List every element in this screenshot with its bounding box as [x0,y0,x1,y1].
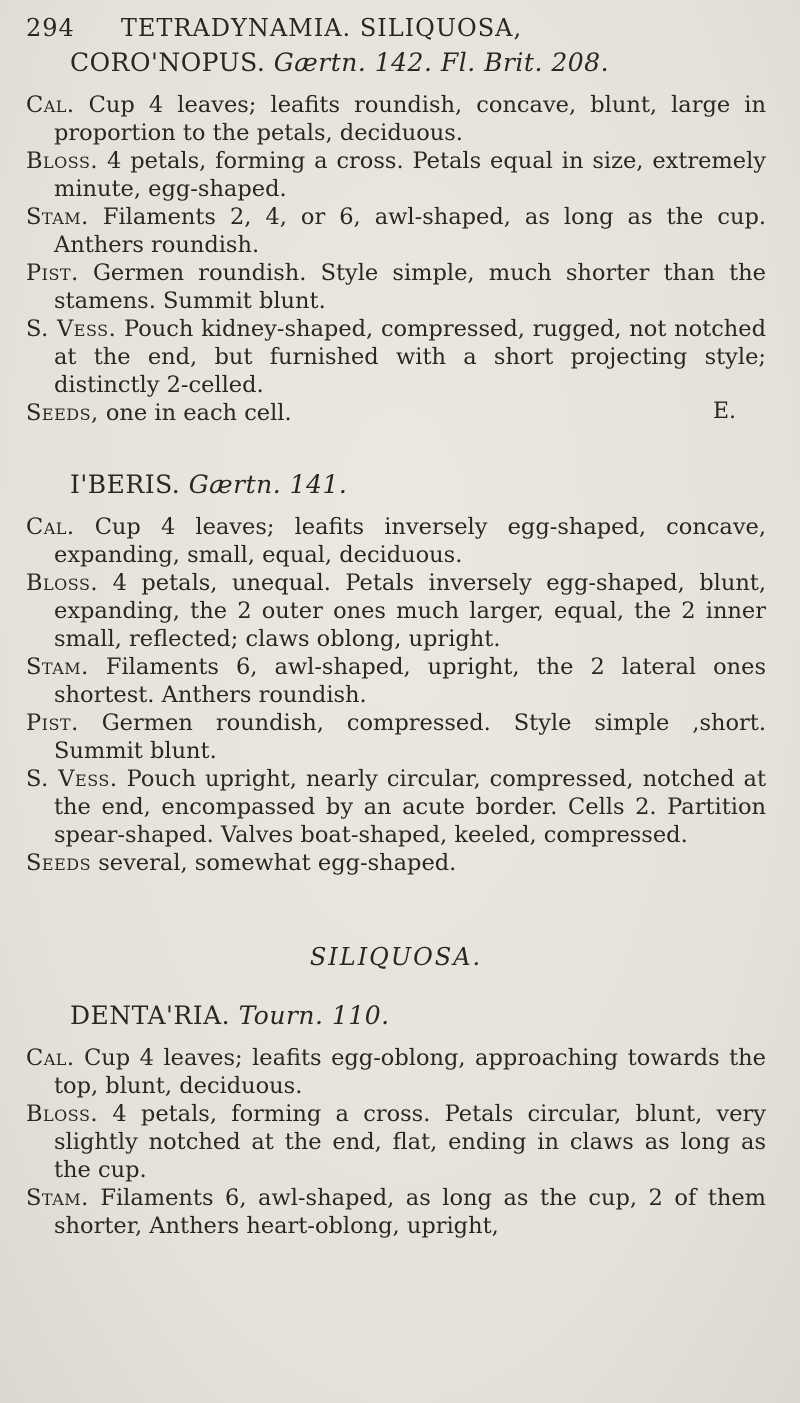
genus-name: DENTA'RIA. [70,1001,231,1030]
entry-stamens [26,203,766,259]
entry-text: Germen roundish. Style simple, much shorter than the stamens. Summit blunt. [54,260,766,314]
entry-text: Filaments 2, 4, or 6, awl-shaped, as long as the cup. Anthers roundish. [54,204,767,258]
genus-heading-coronopus [70,48,766,77]
entry-term: Stam. [26,1185,89,1211]
entry-term: Bloss. [26,148,99,174]
entry-term: Bloss. [26,570,99,596]
entry-seed-vessel [26,765,766,849]
entry-term: Bloss. [26,1101,99,1127]
entry-term: Cal. [26,514,75,540]
genus-reference: Gærtn. 141. [188,470,348,499]
entry-stamens [26,1184,766,1240]
entry-text: one in each cell. [105,400,292,426]
entry-term: Stam. [26,204,89,230]
genus-name: CORO'NOPUS. [70,48,266,77]
entry-text: 4 petals, forming a cross. Petals circular, blunt, very slightly notched at the end, flat, ending in claws as long as the cup. [54,1101,766,1183]
entry-text: Pouch upright, nearly circular, compressed, notched at the end, encompassed by an acute border. Cells 2. Partition spear-shaped. Valves boat-shaped, keeled, compressed. [54,766,767,848]
entry-text: Filaments 6, awl-shaped, as long as the cup, 2 of them shorter, Anthers heart-oblong, upright, [54,1185,766,1239]
entry-term: Stam. [26,654,89,680]
entry-seed-vessel [26,315,766,399]
running-title: TETRADYNAMIA. SILIQUOSA, [120,14,523,42]
entry-term: S. Vess. [26,316,117,342]
entry-text: Cup 4 leaves; leafits inversely egg-shaped, concave, expanding, small, equal, deciduous. [54,514,767,568]
entry-stamens [26,653,766,709]
subsection-heading: SILIQUOSA. [309,943,483,971]
entry-term: S. Vess. [26,766,118,792]
genus-reference: Gærtn. 142. Fl. Brit. 208. [273,48,610,77]
entry-term: Cal. [26,1045,75,1071]
entry-term: Seeds, [26,400,99,426]
entry-calyx [26,91,766,147]
genus-reference: Tourn. 110. [238,1001,390,1030]
entry-calyx [26,1044,766,1100]
entry-text: 4 petals, forming a cross. Petals equal in size, extremely minute, egg-shaped. [54,148,766,202]
genus-name: I'BERIS. [70,470,181,499]
entry-text: Cup 4 leaves; leafits egg-oblong, approaching towards the top, blunt, deciduous. [54,1045,766,1099]
entry-term: Pist. [26,260,79,286]
end-mark: E. [712,399,736,424]
entry-term: Cal. [26,92,75,118]
entry-seeds [26,849,766,877]
entry-text: 4 petals, unequal. Petals inversely egg-shaped, blunt, expanding, the 2 outer ones much larger, equal, the 2 inner small, reflected; claws oblong, upright. [54,570,766,652]
section-spacer [26,424,766,464]
entry-term: Pist. [26,710,79,736]
entry-text: Pouch kidney-shaped, compressed, rugged, not notched at the end, but furnished with a short projecting style; distinctly 2-celled. [54,316,767,398]
genus-heading-dentaria [70,1001,766,1030]
entry-text: Germen roundish, compressed. Style simple ,short. Summit blunt. [54,710,766,764]
entry-pistil [26,259,766,315]
running-head [26,14,766,42]
entry-text: Cup 4 leaves; leafits roundish, concave, blunt, large in proportion to the petals, deciduous. [54,92,766,146]
entry-pistil [26,709,766,765]
entry-blossom [26,1100,766,1184]
entry-blossom [26,569,766,653]
entry-calyx [26,513,766,569]
page-number: 294 [26,14,75,42]
entry-text: Filaments 6, awl-shaped, upright, the 2 lateral ones shortest. Anthers roundish. [54,654,766,708]
entry-term: Seeds [26,850,92,876]
entry-text: several, somewhat egg-shaped. [98,850,457,876]
entry-blossom [26,147,766,203]
genus-heading-iberis [70,470,766,499]
